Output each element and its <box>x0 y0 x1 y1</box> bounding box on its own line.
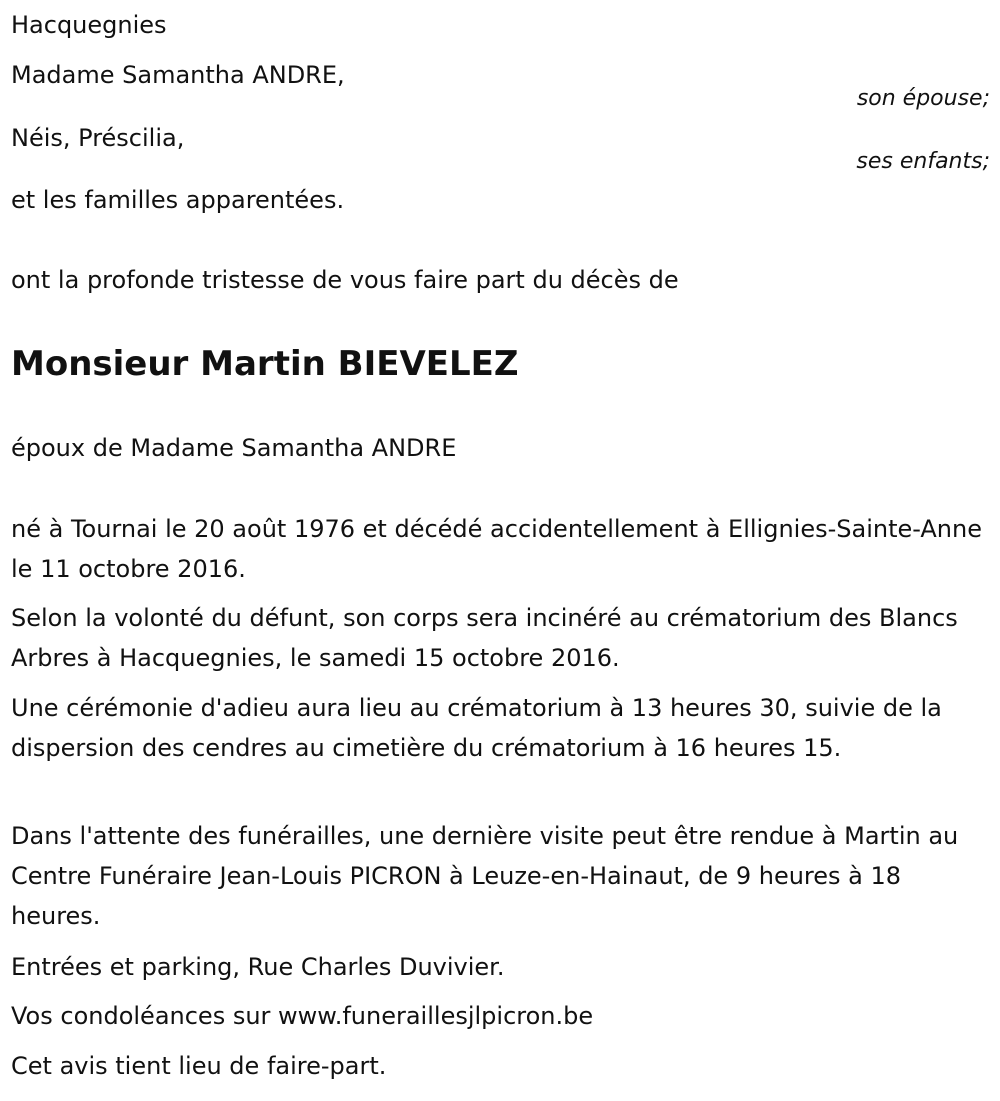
place-name: Hacquegnies <box>11 11 167 39</box>
faire-part-line: Cet avis tient lieu de faire-part. <box>11 1052 387 1080</box>
announcement-intro: ont la profonde tristesse de vous faire part du décès de <box>11 266 679 294</box>
spouse-role: son épouse; <box>856 86 990 111</box>
condolences-line: Vos condoléances sur www.funeraillesjlpicron.be <box>11 1002 594 1030</box>
relatives-line: et les familles apparentées. <box>11 186 345 214</box>
children-role: ses enfants; <box>856 149 990 174</box>
birth-death-paragraph: né à Tournai le 20 août 1976 et décédé accidentellement à Ellignies-Sainte-Anne le 11 octobre 2016. <box>11 515 982 583</box>
ceremony-paragraph: Une cérémonie d'adieu aura lieu au crématorium à 13 heures 30, suivie de la dispersion des cendres au cimetière du crématorium à 16 heures 15. <box>11 694 942 762</box>
parking-line: Entrées et parking, Rue Charles Duvivier. <box>11 953 505 981</box>
children-names: Néis, Préscilia, <box>11 124 185 152</box>
cremation-paragraph: Selon la volonté du défunt, son corps sera incinéré au crématorium des Blancs Arbres à Hacquegnies, le samedi 15 octobre 2016. <box>11 604 958 672</box>
spouse-of-line: époux de Madame Samantha ANDRE <box>11 434 457 462</box>
visitation-paragraph: Dans l'attente des funérailles, une dernière visite peut être rendue à Martin au Centre Funéraire Jean-Louis PICRON à Leuze-en-Hainaut, de 9 heures à 18 heures. <box>11 822 959 930</box>
deceased-name: Monsieur Martin BIEVELEZ <box>11 344 519 384</box>
spouse-name: Madame Samantha ANDRE, <box>11 61 345 89</box>
